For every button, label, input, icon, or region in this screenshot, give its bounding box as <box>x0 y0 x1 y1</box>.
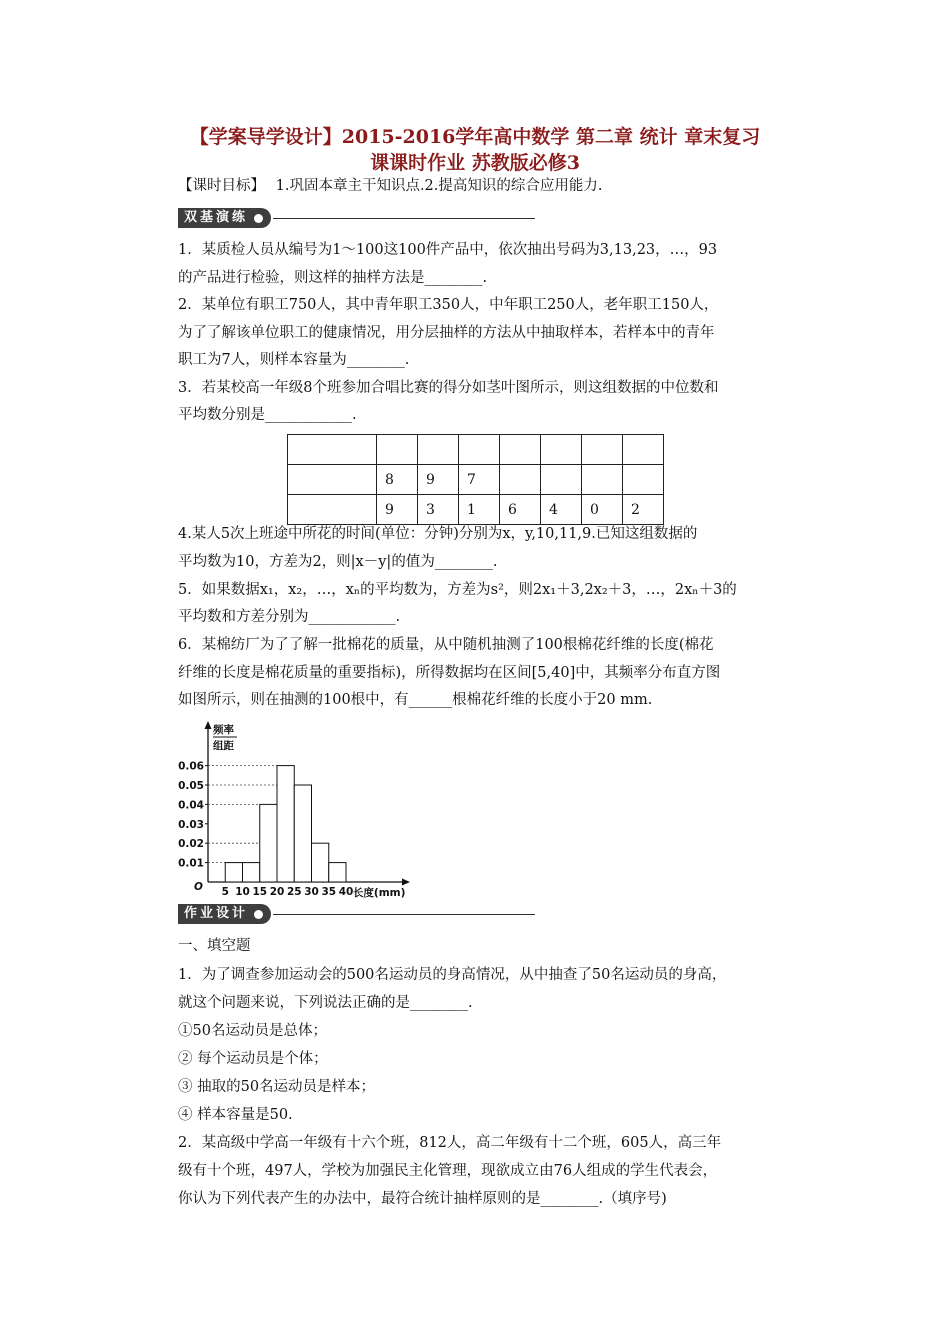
x-tick-label: 5 <box>221 886 229 898</box>
stem-leaf-table <box>287 434 664 525</box>
x-tick-label: 10 <box>235 886 250 898</box>
page-title-line-1: 【学案导学设计】2015-2016学年高中数学 第二章 统计 章末复习 <box>189 126 761 148</box>
stem-cell <box>288 495 377 525</box>
histogram-bar <box>312 843 329 882</box>
section-basic-header <box>178 208 535 228</box>
histogram-bar <box>294 785 311 882</box>
stem-row-2 <box>288 465 664 495</box>
stem-cell <box>541 435 582 465</box>
y-label-top: 频率 <box>213 724 234 736</box>
homework-q2-line-2: 级有十个班，497人，学校为加强民主化管理，现欲成立由76人组成的学生代表会， <box>178 1163 718 1179</box>
stem-cell: 0 <box>582 495 623 525</box>
stem-cell <box>288 465 377 495</box>
histogram-bar <box>277 766 294 882</box>
stem-cell <box>500 465 541 495</box>
basic-q1-line-1: 1．某质检人员从编号为1～100这100件产品中，依次抽出号码为3,13,23，…，93 <box>178 242 718 258</box>
basic-q2-line-3: 职工为7人，则样本容量为________. <box>178 352 410 368</box>
stem-cell <box>623 435 664 465</box>
section-basic-pill <box>178 208 271 228</box>
section-homework-pill <box>178 904 271 924</box>
stem-cell: 8 <box>377 465 418 495</box>
homework-q1-line-1: 1．为了调查参加运动会的500名运动员的身高情况，从中抽查了50名运动员的身高， <box>178 967 727 983</box>
y-label-bottom: 组距 <box>213 740 234 752</box>
x-tick-label: 25 <box>286 886 302 898</box>
stem-row-3 <box>288 495 664 525</box>
stem-cell: 1 <box>459 495 500 525</box>
basic-q1-line-2: 的产品进行检验，则这样的抽样方法是________. <box>178 270 488 286</box>
stem-cell: 9 <box>377 495 418 525</box>
histogram-bar <box>329 863 346 882</box>
section-rule <box>273 914 535 915</box>
basic-q3-line-1: 3．若某校高一年级8个班参加合唱比赛的得分如茎叶图所示，则这组数据的中位数和 <box>178 380 719 396</box>
stem-cell <box>377 435 418 465</box>
basic-q6-line-3: 如图所示，则在抽测的100根中，有______根棉花纤维的长度小于20 mm. <box>178 692 653 708</box>
bullet-dot-icon <box>254 910 263 919</box>
x-tick-label: 20 <box>269 886 285 898</box>
histogram-bar <box>225 863 242 882</box>
basic-q2-line-2: 为了了解该单位职工的健康情况，用分层抽样的方法从中抽取样本，若样本中的青年 <box>178 325 715 341</box>
section-rule <box>273 218 535 219</box>
stem-cell <box>582 435 623 465</box>
objective-line <box>178 176 603 196</box>
frequency-histogram <box>178 718 418 898</box>
section-homework-header <box>178 904 535 924</box>
y-tick-label: 0.01 <box>178 857 204 870</box>
y-axis-arrow-icon <box>205 721 212 729</box>
basic-q4-line-2: 平均数为10，方差为2，则|x－y|的值为________. <box>178 554 498 570</box>
origin-label: O <box>194 881 203 893</box>
stem-cell: 9 <box>418 465 459 495</box>
basic-q4-line-1: 4.某人5次上班途中所花的时间(单位：分钟)分别为x，y,10,11,9.已知这组数据的 <box>178 526 698 542</box>
y-tick-label: 0.02 <box>178 838 204 851</box>
x-tick-label: 15 <box>252 886 268 898</box>
x-axis-label: 长度(mm) <box>352 887 406 898</box>
y-tick-label: 0.06 <box>178 760 204 773</box>
homework-q2-line-1: 2．某高级中学高一年级有十六个班，812人，高二年级有十二个班，605人，高三年 <box>178 1135 722 1151</box>
homework-q1-option-4: ④ 样本容量是50. <box>178 1107 293 1123</box>
basic-q2-line-1: 2．某单位有职工750人，其中青年职工350人，中年职工250人，老年职工150人， <box>178 297 719 313</box>
section-homework-label: 作业设计 <box>184 906 249 921</box>
stem-cell <box>541 465 582 495</box>
x-tick-label: 35 <box>321 886 337 898</box>
x-tick-label: 30 <box>304 886 319 898</box>
homework-q1-line-2: 就这个问题来说，下列说法正确的是________. <box>178 995 473 1011</box>
basic-q6-line-1: 6．某棉纺厂为了了解一批棉花的质量，从中随机抽测了100根棉花纤维的长度(棉花 <box>178 637 714 653</box>
stem-row-1 <box>288 435 664 465</box>
bullet-dot-icon <box>254 214 263 223</box>
stem-cell <box>459 435 500 465</box>
x-axis-arrow-icon <box>402 879 410 886</box>
histogram-bar <box>243 863 260 882</box>
homework-q2-line-3: 你认为下列代表产生的办法中，最符合统计抽样原则的是________.（填序号) <box>178 1191 667 1207</box>
basic-q3-line-2: 平均数分别是____________. <box>178 407 357 423</box>
stem-cell <box>582 465 623 495</box>
objective-text: 1.巩固本章主干知识点.2.提高知识的综合应用能力. <box>275 178 603 194</box>
x-tick-label: 40 <box>338 886 354 898</box>
basic-q5-line-2: 平均数和方差分别为____________. <box>178 609 401 625</box>
section-basic-label: 双基演练 <box>184 210 249 225</box>
stem-cell <box>418 435 459 465</box>
stem-cell <box>500 435 541 465</box>
homework-q1-option-1: ①50名运动员是总体； <box>178 1023 327 1039</box>
basic-q5-line-1: 5．如果数据x₁，x₂，…，xₙ的平均数为，方差为s²，则2x₁＋3,2x₂＋3，…，2xₙ＋3的 <box>178 582 737 598</box>
y-tick-label: 0.03 <box>178 818 204 831</box>
homework-part-1: 一、填空题 <box>178 938 251 954</box>
stem-cell: 2 <box>623 495 664 525</box>
stem-cell <box>288 435 377 465</box>
homework-q1-option-3: ③ 抽取的50名运动员是样本； <box>178 1079 376 1095</box>
stem-cell <box>623 465 664 495</box>
histogram-bar <box>260 804 277 882</box>
stem-cell: 3 <box>418 495 459 525</box>
basic-q6-line-2: 纤维的长度是棉花质量的重要指标)，所得数据均在区间[5,40]中，其频率分布直方图 <box>178 665 721 681</box>
y-tick-label: 0.04 <box>178 799 204 812</box>
page-title-line-2: 课课时作业 苏教版必修3 <box>370 152 580 174</box>
homework-q1-option-2: ② 每个运动员是个体； <box>178 1051 328 1067</box>
y-tick-label: 0.05 <box>178 780 204 792</box>
stem-cell: 4 <box>541 495 582 525</box>
stem-cell: 7 <box>459 465 500 495</box>
stem-cell: 6 <box>500 495 541 525</box>
objective-label: 【课时目标】 <box>178 178 265 194</box>
